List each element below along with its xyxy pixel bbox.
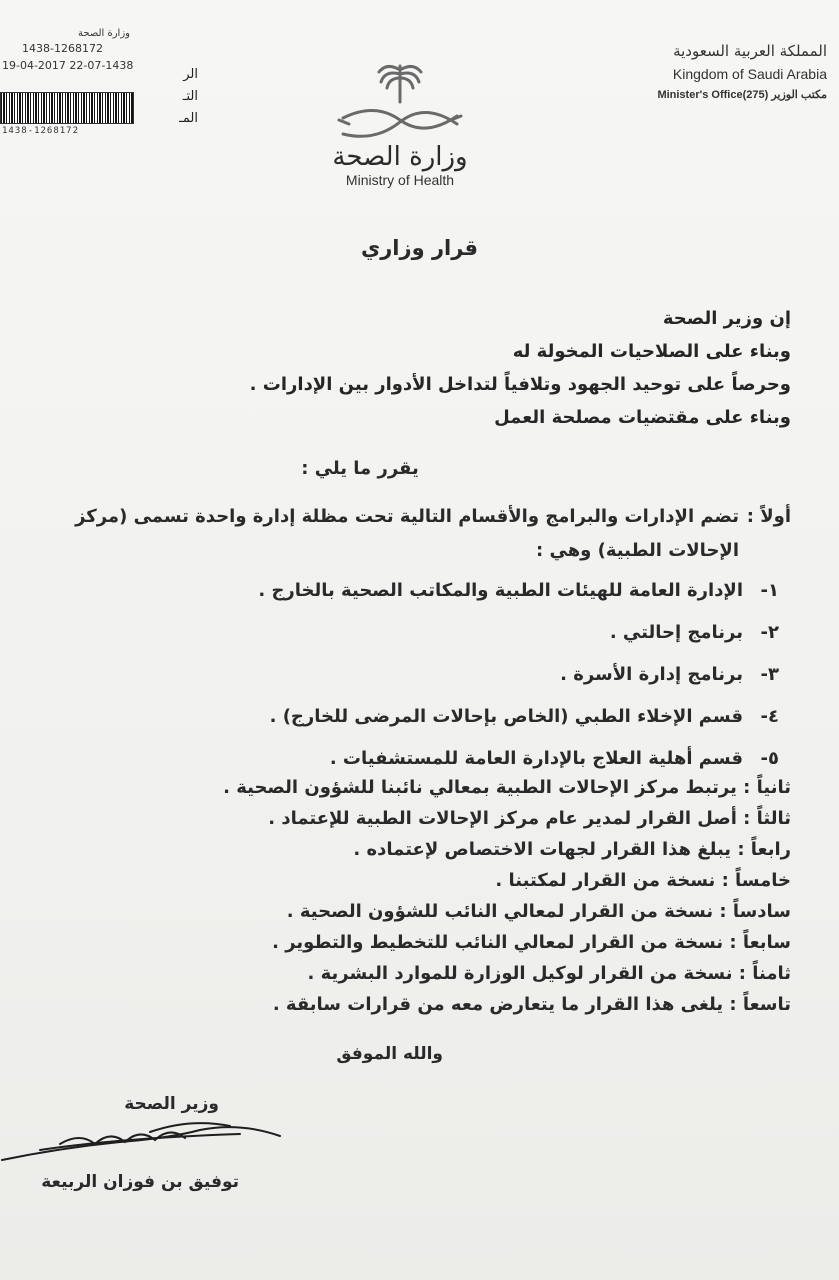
list-item-number: ٢- bbox=[760, 622, 779, 643]
preamble-line: وحرصاً على توحيد الجهود وتلافياً لتداخل الأدوار بين الإدارات . bbox=[249, 374, 791, 395]
clauses-list bbox=[31, 772, 791, 1020]
clause-second: ثانياً : يرتبط مركز الإحالات الطبية بمعالي نائبنا للشؤون الصحية . bbox=[223, 777, 791, 798]
list-item-text: برنامج إحالتي . bbox=[609, 622, 743, 643]
preamble-line: إن وزير الصحة bbox=[662, 308, 791, 329]
decides-heading: يقرر ما يلي : bbox=[301, 458, 419, 479]
signatory-name: توفيق بن فوزان الربيعة bbox=[41, 1172, 239, 1192]
list-item-text: قسم الإخلاء الطبي (الخاص بإحالات المرضى للخارج) . bbox=[269, 706, 743, 727]
list-item-text: برنامج إدارة الأسرة . bbox=[560, 664, 743, 685]
stamp-dates: 19-04-2017 22-07-1438 bbox=[2, 59, 134, 72]
list-item-number: ١- bbox=[760, 580, 779, 601]
clause-ninth: تاسعاً : يلغى هذا القرار ما يتعارض معه من قرارات سابقة . bbox=[272, 994, 791, 1015]
clause-fifth: خامساً : نسخة من القرار لمكتبنا . bbox=[495, 870, 791, 891]
list-item bbox=[59, 654, 779, 696]
ref-label-date: التـ bbox=[182, 89, 198, 104]
closing-phrase: والله الموفق bbox=[336, 1044, 443, 1064]
clause-eighth: ثامناً : نسخة من القرار لوكيل الوزارة للموارد البشرية . bbox=[307, 963, 791, 984]
kingdom-name-en: Kingdom of Saudi Arabia bbox=[672, 66, 827, 82]
list-item-text: قسم أهلية العلاج بالإدارة العامة للمستشفيات . bbox=[329, 748, 743, 769]
ref-label-attachments: المـ bbox=[179, 111, 198, 126]
clause-sixth: سادساً : نسخة من القرار لمعالي النائب للشؤون الصحية . bbox=[286, 901, 791, 922]
ref-label-number: الر bbox=[183, 67, 198, 82]
list-item-number: ٥- bbox=[760, 748, 779, 769]
list-item bbox=[59, 612, 779, 654]
list-item bbox=[59, 696, 779, 738]
stamp-ministry: وزارة الصحة bbox=[78, 28, 130, 39]
decree-title: قرار وزاري bbox=[360, 236, 479, 260]
list-item-number: ٣- bbox=[760, 664, 779, 685]
logo-name-en: Ministry of Health bbox=[345, 172, 455, 188]
barcode bbox=[0, 92, 134, 124]
preamble bbox=[51, 302, 791, 434]
preamble-line: وبناء على الصلاحيات المخولة له bbox=[512, 341, 791, 362]
list-item-text: الإدارة العامة للهيئات الطبية والمكاتب الصحية بالخارج . bbox=[258, 580, 743, 601]
list-item-number: ٤- bbox=[760, 706, 779, 727]
clause-fourth: رابعاً : يبلغ هذا القرار لجهات الاختصاص لإعتماده . bbox=[353, 839, 791, 860]
clause-first-text: تضم الإدارات والبرامج والأقسام التالية تحت مظلة إدارة واحدة تسمى (مركز الإحالات الطبية) وهي : bbox=[75, 506, 739, 561]
preamble-line: وبناء على مقتضيات مصلحة العمل bbox=[494, 407, 791, 428]
handwritten-signature bbox=[0, 1108, 290, 1168]
palm-swords-emblem-icon bbox=[335, 58, 465, 148]
clause-first bbox=[11, 500, 791, 568]
stamp-number: 1438-1268172 bbox=[22, 42, 103, 55]
clause-third: ثالثاً : أصل القرار لمدير عام مركز الإحالات الطبية للإعتماد . bbox=[268, 808, 791, 829]
ministers-office: Minister's Office(275) مكتب الوزير bbox=[657, 89, 827, 101]
departments-list bbox=[59, 570, 779, 780]
kingdom-name-ar: المملكة العربية السعودية bbox=[673, 42, 827, 60]
letterhead-right bbox=[587, 42, 827, 101]
reference-labels bbox=[168, 64, 198, 130]
ministry-logo bbox=[330, 58, 470, 208]
clause-first-label: أولاً : bbox=[746, 506, 791, 527]
barcode-digits: 1438-1268172 bbox=[2, 126, 80, 136]
list-item bbox=[59, 570, 779, 612]
logo-name-ar: وزارة الصحة bbox=[332, 142, 468, 172]
clause-seventh: سابعاً : نسخة من القرار لمعالي النائب للتخطيط والتطوير . bbox=[272, 932, 791, 953]
signatory-title: وزير الصحة bbox=[124, 1094, 219, 1114]
